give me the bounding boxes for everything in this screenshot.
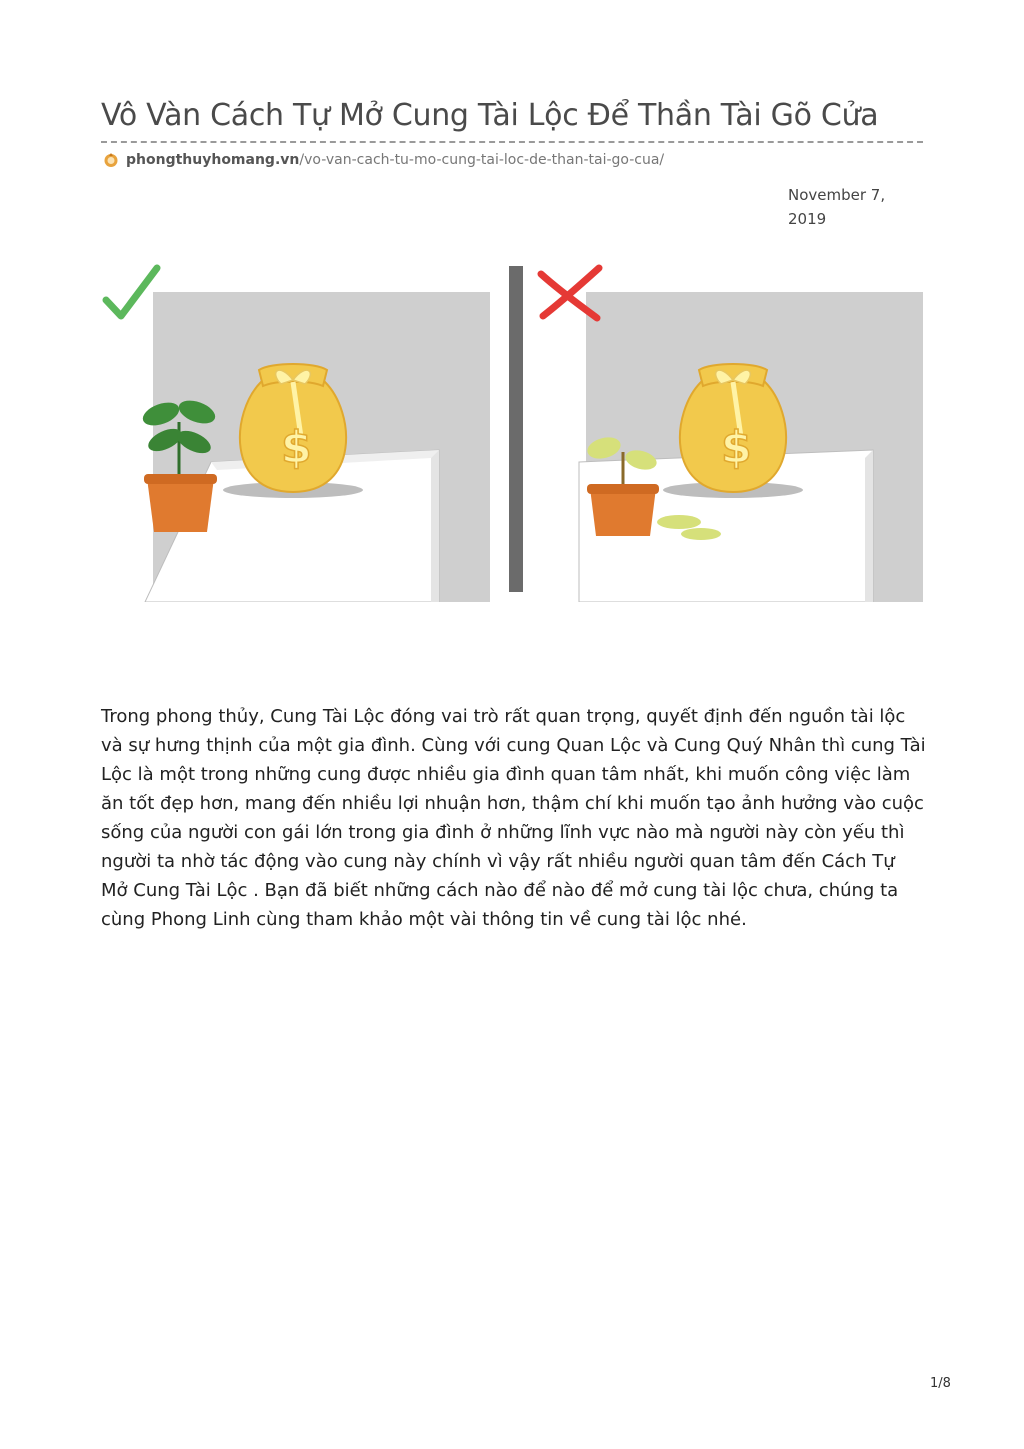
- page-title: Vô Vàn Cách Tự Mở Cung Tài Lộc Để Thần Tài Gõ Cửa: [101, 98, 879, 133]
- page-number: 1/8: [930, 1376, 951, 1391]
- dollar-sign-right: $: [721, 422, 752, 473]
- source-path[interactable]: /vo-van-cach-tu-mo-cung-tai-loc-de-than-tai-go-cua/: [299, 152, 665, 168]
- source-line[interactable]: [103, 150, 664, 170]
- publish-date-month-day: November 7,: [788, 186, 886, 204]
- publish-date-year: 2019: [788, 210, 827, 228]
- title-divider: [101, 141, 923, 143]
- panel-divider: [509, 266, 523, 592]
- incorrect-placement-panel: [541, 268, 923, 602]
- article-body: Trong phong thủy, Cung Tài Lộc đóng vai trò rất quan trọng, quyết định đến nguồn tài lộc và sự hưng thịnh của một gia đình. Cùng với cung Quan Lộc và Cung Quý Nhân thì cung Tài Lộc là một trong những cung được nhiều gia đình quan tâm nhất, khi muốn công việc làm ăn tốt đẹp hơn, mang đến nhiều lợi nhuận hơn, thậm chí khi muốn tạo ảnh hưởng vào cuộc sống của người con gái lớn trong gia đình ở những lĩnh vực nào mà người này còn yếu thì người ta nhờ tác động vào cung này chính vì vậy rất nhiều người quan tâm đến Cách Tự Mở Cung Tài Lộc . Bạn đã biết những cách nào để nào để mở cung tài lộc chưa, chúng ta cùng Phong Linh cùng tham khảo một vài thông tin về cung tài lộc nhé.: [101, 706, 926, 930]
- dollar-sign-left: $: [281, 422, 312, 473]
- publish-date: [788, 183, 908, 231]
- correct-placement-panel: [106, 268, 490, 602]
- source-domain[interactable]: phongthuyhomang.vn: [126, 152, 300, 168]
- site-favicon-icon: [103, 152, 119, 168]
- checkmark-icon: [106, 268, 157, 316]
- feng-shui-illustration: [101, 262, 923, 602]
